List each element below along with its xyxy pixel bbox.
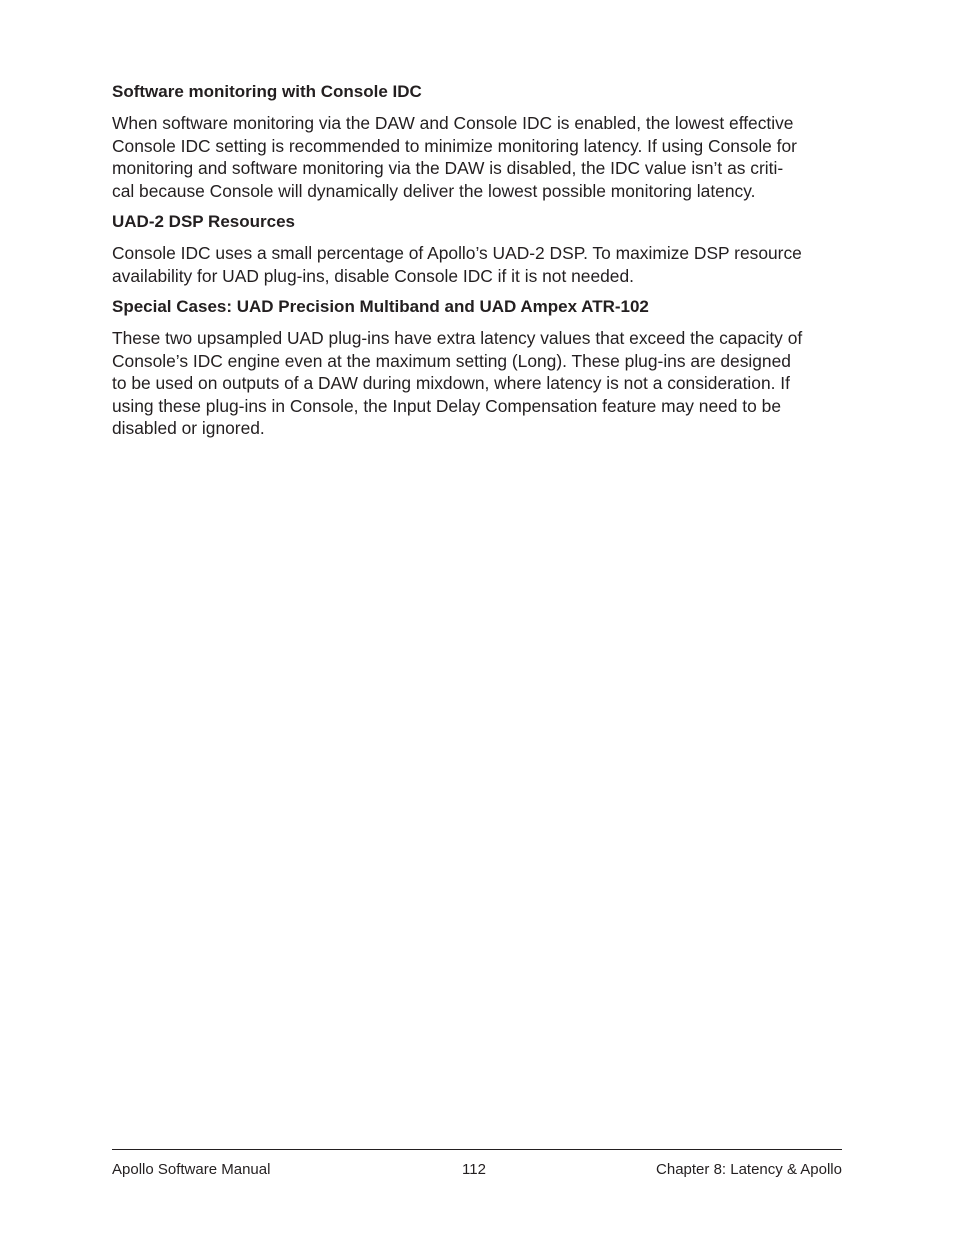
section-heading-dsp-resources: UAD-2 DSP Resources	[112, 212, 295, 231]
footer-divider	[112, 1149, 842, 1150]
section-heading-software-monitoring: Software monitoring with Console IDC	[112, 82, 422, 101]
page-number: 112	[462, 1161, 486, 1178]
footer-chapter-title: Chapter 8: Latency & Apollo	[656, 1161, 842, 1178]
section-heading-special-cases: Special Cases: UAD Precision Multiband and UAD Ampex ATR-102	[112, 297, 649, 316]
section-body-software-monitoring: When software monitoring via the DAW and Console IDC is enabled, the lowest effective Console IDC setting is recommended to minimize monitoring latency. If using Console for monitoring and software monitoring via the DAW is disabled, the IDC value isn’t as criti- cal because Console will dynamically deliver the lowest possible monitoring latency.	[112, 113, 797, 201]
document-body	[112, 81, 844, 449]
section-body-special-cases: These two upsampled UAD plug-ins have extra latency values that exceed the capacity of Console’s IDC engine even at the maximum setting (Long). These plug-ins are designed to be used on outputs of a DAW during mixdown, where latency is not a consideration. If using these plug-ins in Console, the Input Delay Compensation feature may need to be disabled or ignored.	[112, 328, 803, 438]
section-body-dsp-resources: Console IDC uses a small percentage of Apollo’s UAD-2 DSP. To maximize DSP resource availability for UAD plug-ins, disable Console IDC if it is not needed.	[112, 243, 802, 286]
page-footer	[112, 1160, 842, 1180]
footer-manual-title: Apollo Software Manual	[112, 1161, 271, 1178]
